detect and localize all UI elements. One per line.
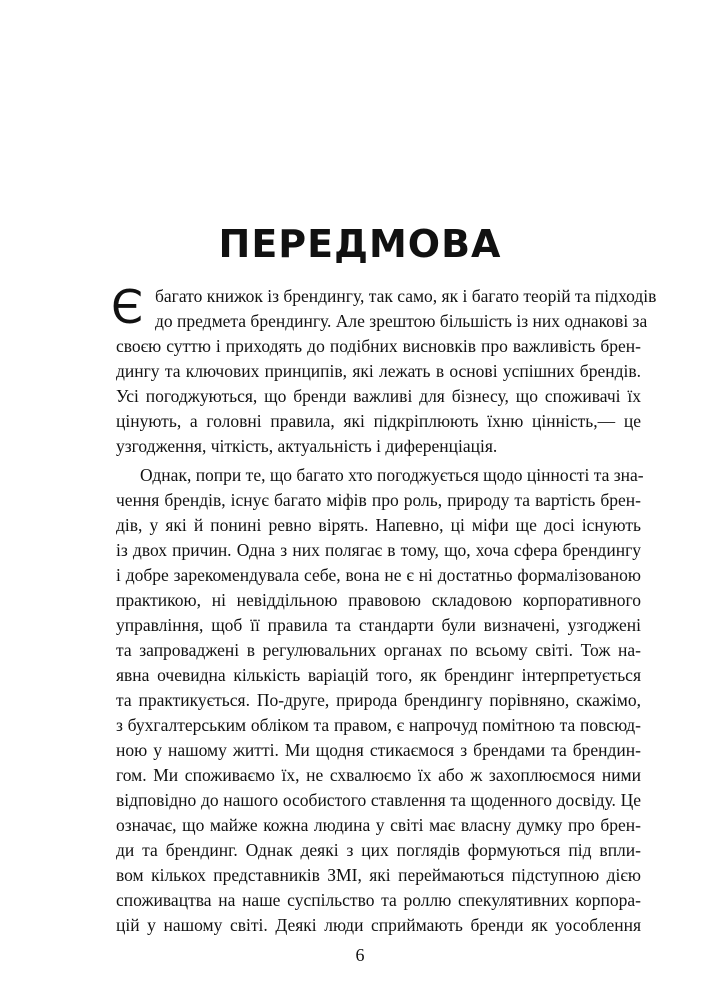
text-line: та запроваджені в регулювальних органах по всьому світі. Тож на-	[116, 640, 641, 660]
text-line: вом кількох представників ЗМІ, які переймаються підступною дією	[116, 865, 641, 885]
text-line: цінують, а головні правила, які підкріплюють їхню цінність,— це	[116, 411, 641, 431]
text-line: дів, у які й понині ревно вірять. Напевно, ці міфи ще досі існують	[116, 515, 641, 535]
text-line: споживацтва на наше суспільство та роллю спекулятивних корпора-	[116, 890, 641, 910]
text-line: багато книжок із брендингу, так само, як і багато теорій та підходів	[155, 286, 657, 306]
text-line: узгодження, чіткість, актуальність і диференціація.	[116, 436, 498, 456]
text-line: явна очевидна кількість варіацій того, як брендинг інтерпретується	[116, 665, 641, 685]
page-number: 6	[355, 945, 365, 965]
text-line: відповідно до нашого особистого ставлення та щоденного досвіду. Це	[116, 790, 641, 810]
text-line: дингу та ключових принципів, які лежать в основі успішних брендів.	[116, 361, 641, 381]
text-line: та практикується. По-друге, природа брендингу порівняно, скажімо,	[116, 690, 641, 710]
text-line: ною у нашому житті. Ми щодня стикаємося з брендами та брендин-	[116, 740, 641, 760]
chapter-heading: ПЕРЕДМОВА	[218, 222, 502, 266]
text-line: своєю суттю і приходять до подібних висновків про важливість брен-	[116, 336, 641, 356]
text-line: управління, щоб її правила та стандарти були визначені, узгоджені	[116, 615, 641, 635]
text-line: і добре зарекомендувала себе, вона не є ні достатньо формалізованою	[116, 565, 641, 585]
text-line: гом. Ми споживаємо їх, не схвалюємо їх або ж захоплюємося ними	[116, 765, 641, 785]
text-line: до предмета брендингу. Але зрештою більшість із них однакові за	[155, 311, 648, 331]
text-line: Усі погоджуються, що бренди важливі для бізнесу, що споживачі їх	[116, 386, 641, 406]
text-line: з бухгалтерським обліком та правом, є напрочуд помітною та повсюд-	[116, 715, 641, 735]
text-line: із двох причин. Одна з них полягає в тому, що, хоча сфера брендингу	[116, 540, 641, 560]
drop-cap-letter: Є	[111, 280, 144, 334]
text-line: чення брендів, існує багато міфів про роль, природу та вартість брен-	[116, 490, 641, 510]
text-line: Однак, попри те, що багато хто погоджується щодо цінності та зна-	[140, 465, 644, 485]
text-line: цій у нашому світі. Деякі люди сприймають бренди як уособлення	[116, 915, 641, 935]
text-line: практикою, ні невіддільною правовою складовою корпоративного	[116, 590, 641, 610]
text-line: ди та брендинг. Однак деякі з цих поглядів формуються під впли-	[116, 840, 641, 860]
text-line: означає, що майже кожна людина у світі має власну думку про брен-	[116, 815, 641, 835]
